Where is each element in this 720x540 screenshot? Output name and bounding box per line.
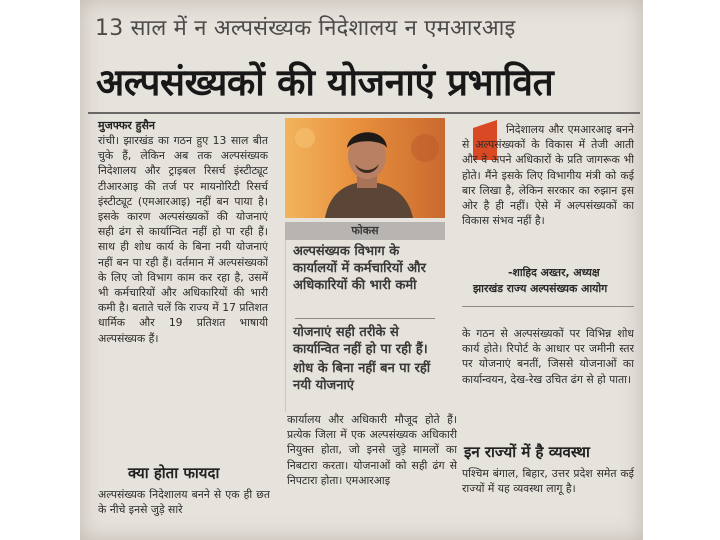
subhead-states: इन राज्यों में है व्यवस्था xyxy=(464,443,590,461)
column-3-text: के गठन से अल्पसंख्यकों पर विभिन्न शोध कार्य होते। रिपोर्ट के आधार पर जमीनी स्तर पर योजनाएं बनतीं, जिससे योजनाओं का कार्यान्वयन, देख-रेख उचित ढंग से हो पाता। xyxy=(462,327,634,386)
headline-rule xyxy=(88,112,640,114)
photo-caption: फोकस xyxy=(285,222,445,240)
focus-point-3: शोध के बिना नहीं बन पा रहीं नयी योजनाएं xyxy=(293,361,431,393)
person-photo-icon xyxy=(285,118,445,218)
column-1-continued: अल्पसंख्यक निदेशालय बनने से एक ही छत के नीचे इनसे जुड़े सारे xyxy=(98,488,270,517)
subhead-benefit: क्या होता फायदा xyxy=(128,464,220,482)
kicker-headline: 13 साल में न अल्पसंख्यक निदेशालय न एमआरआइ xyxy=(95,16,516,41)
quote-author: -शाहिद अख्तर, अध्यक्ष xyxy=(508,266,600,279)
focus-point-1: अल्पसंख्यक विभाग के कार्यालयों में कर्मचारियों और अधिकारियों की भारी कमी xyxy=(293,244,426,293)
column-3-continued: पश्चिम बंगाल, बिहार, उत्तर प्रदेश समेत कई राज्यों में यह व्यवस्था लागू है। xyxy=(462,467,634,496)
focus-divider xyxy=(295,318,435,319)
quote-body: निदेशालय और एमआरआइ बनने से अल्पसंख्यकों के विकास में तेजी आती और वे अपने अधिकारों के प्रति जागरूक भी होते। मैंने इसके लिए विभागीय मंत्री को कई बार लिखा है, लेकिन सरकार का रुझान इस ओर है ही नहीं। ऐसे में अल्पसंख्यकों का विकास संभव नहीं है। xyxy=(462,123,634,228)
column-2-text: कार्यालय और अधिकारी मौजूद होते हैं। प्रत्येक जिला में एक अल्पसंख्यक अधिकारी नियुक्त होता, जो इनसे जुड़े मामलों का निबटारा करता। योजनाओं को सही ढंग से निपटारा होता। एमआरआइ xyxy=(287,413,457,487)
column-1-text: रांची। झारखंड का गठन हुए 13 साल बीत चुके हैं, लेकिन अब तक अल्पसंख्यक निदेशालय और ट्राइबल रिसर्च इंस्टीट्यूट टीआरआइ की तर्ज पर मायनोरिटी रिसर्च इंस्टीट्यूट (एमआरआइ) नहीं बन पाया है। इसके कारण अल्पसंख्यकों की योजनाएं सही ढंग से कार्यान्वित नहीं हो पा रही हैं। साथ ही शोध कार्य के बिना नयी योजनाएं नहीं बन पा रही हैं। वर्तमान में अल्पसंख्यकों के लिए जो विभाग काम कर रहा है, उसमें भी कर्मचारियों और अधिकारियों की भारी कमी है। बताते चलें कि राज्य में 17 प्रतिशत धार्मिक और 19 प्रतिशत भाषायी अल्पसंख्यक हैं। xyxy=(98,134,268,345)
quote-divider xyxy=(462,306,634,307)
byline: मुजफ्फर हुसैन xyxy=(98,119,156,132)
author-photo xyxy=(285,118,445,218)
newspaper-clipping xyxy=(80,0,643,540)
quote-organization: झारखंड राज्य अल्पसंख्यक आयोग xyxy=(473,282,608,295)
main-headline: अल्पसंख्यकों की योजनाएं प्रभावित xyxy=(96,61,554,104)
quote-text xyxy=(462,122,634,267)
focus-point-2: योजनाएं सही तरीके से कार्यान्वित नहीं हो पा रही हैं। xyxy=(293,325,428,357)
